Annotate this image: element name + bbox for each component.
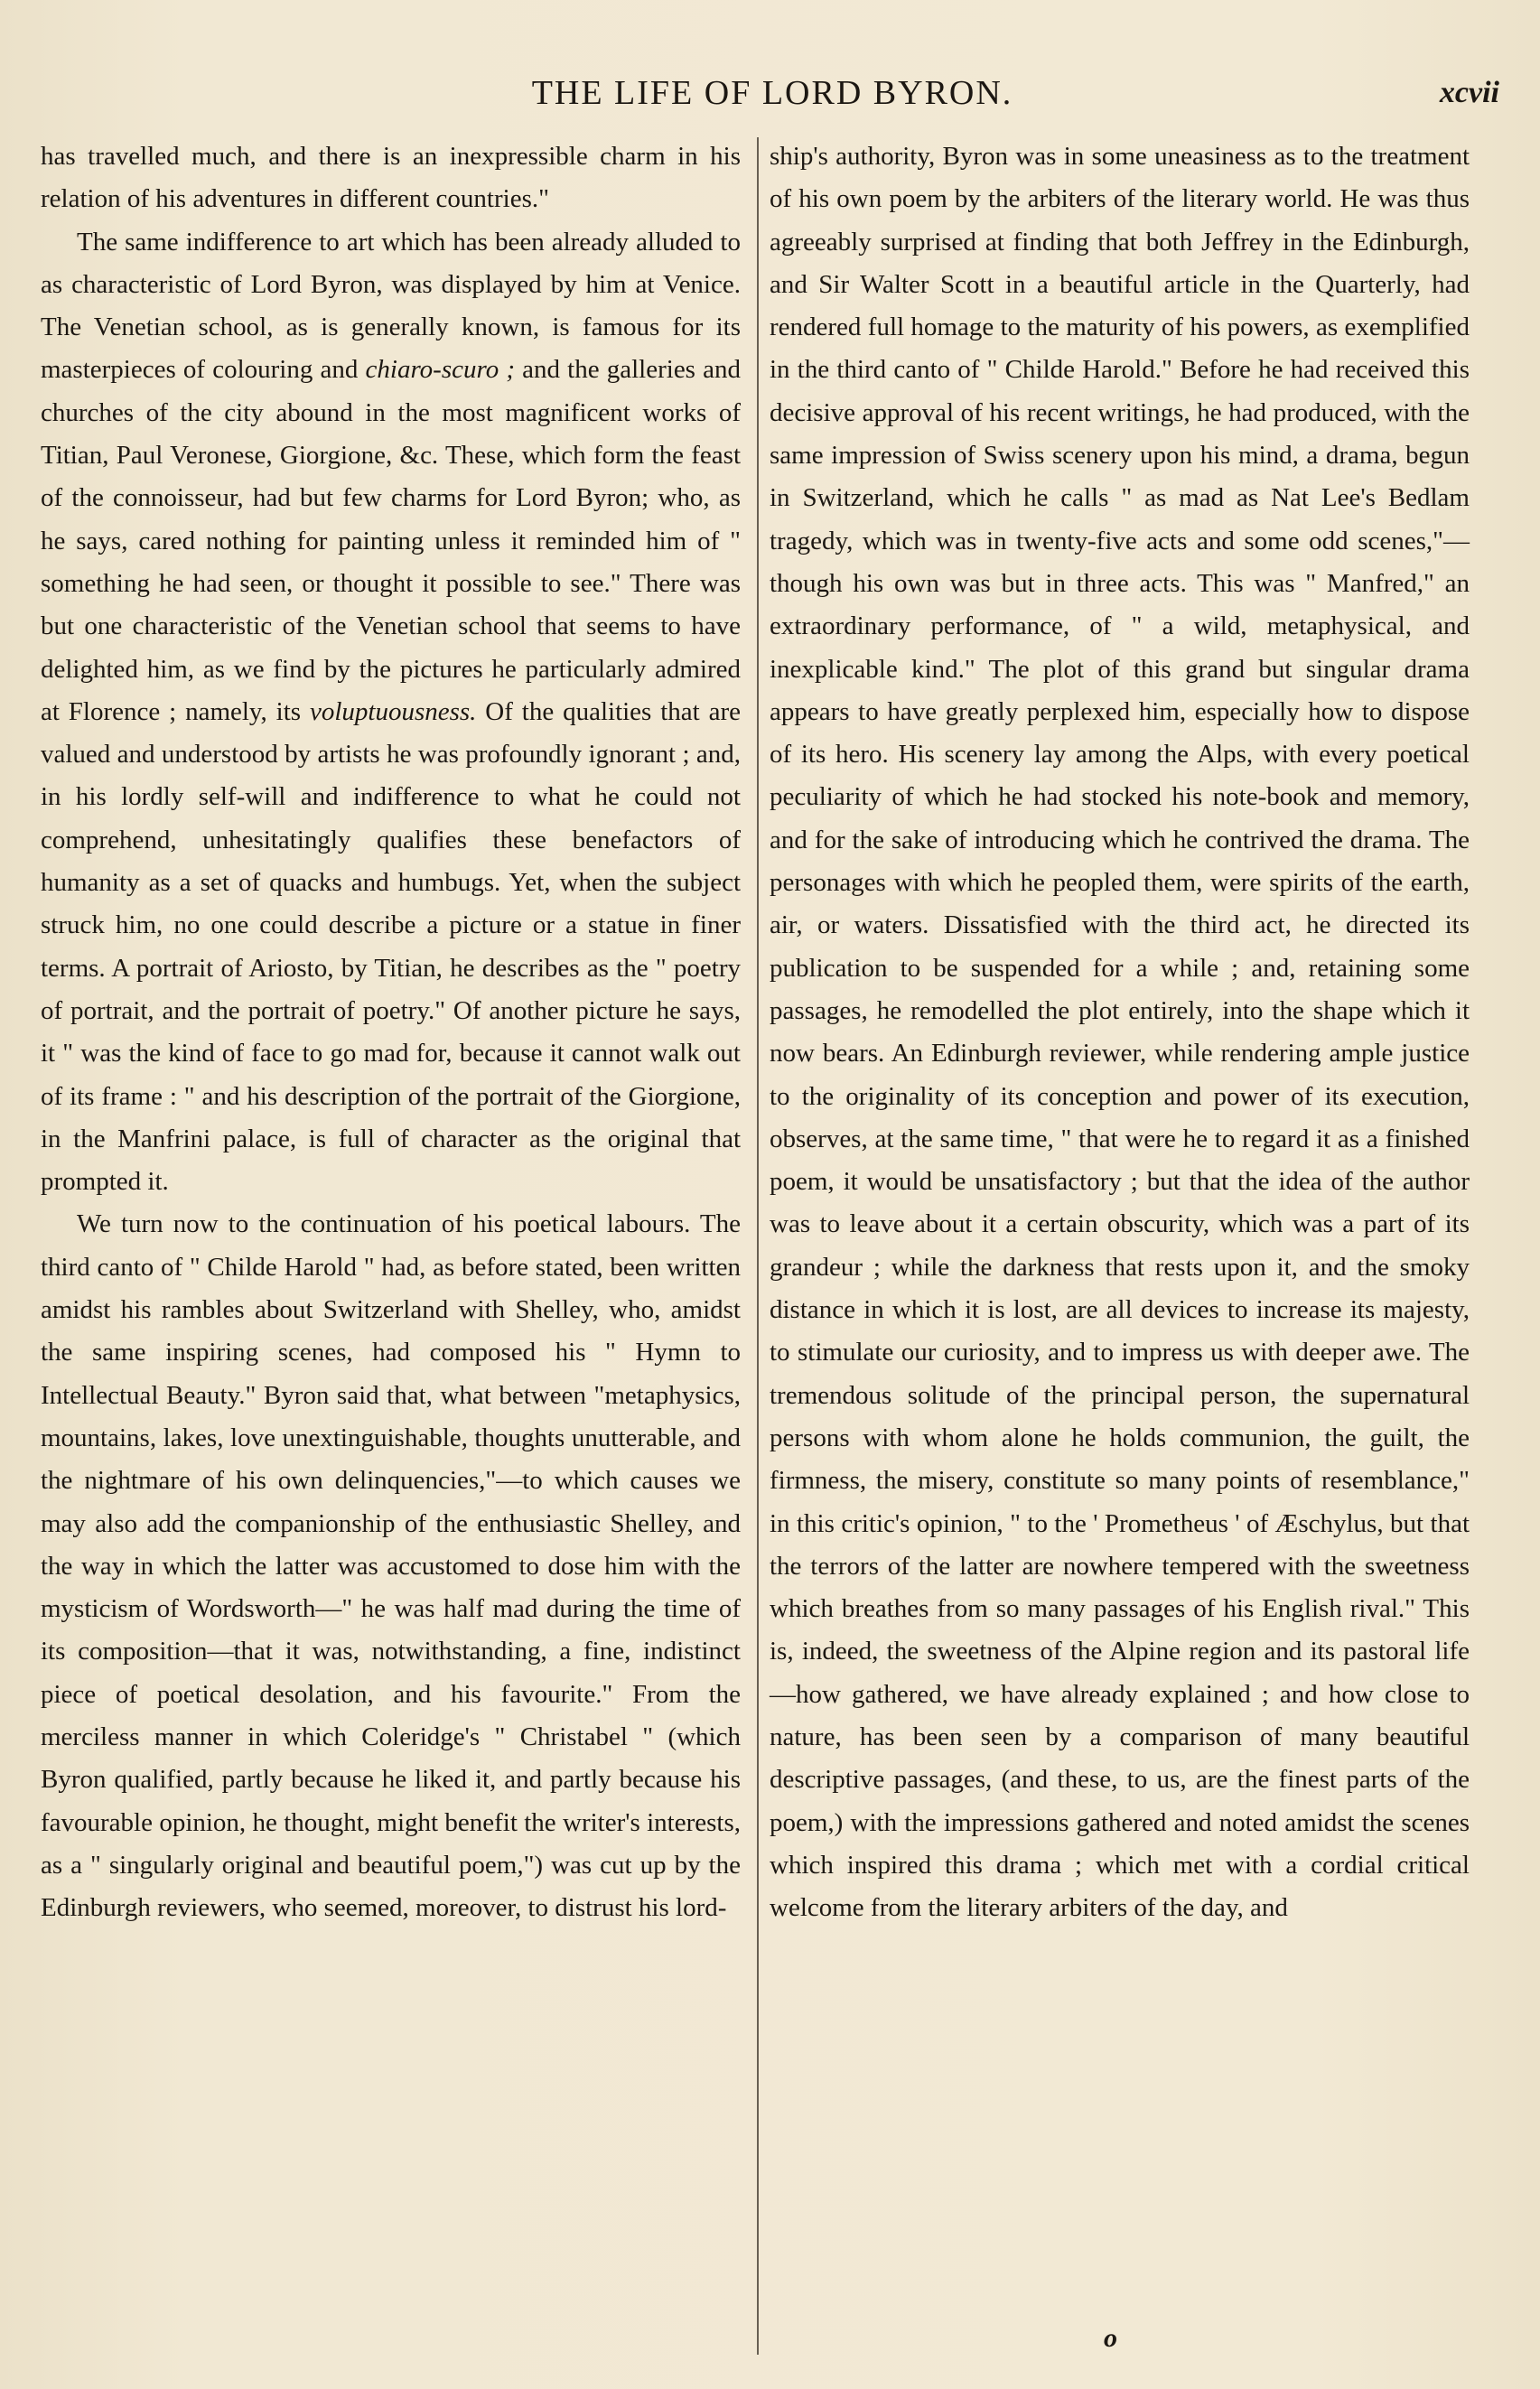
page-number: xcvii <box>1439 76 1499 109</box>
italic-term: chiaro-scuro ; <box>365 355 515 385</box>
paragraph-text: Of the qualities that are valued and understood by artists he was profoundly ignorant ; and, in his lordly self-will and indifference to what he could not comprehend, unhesitatingly qualifies these benefactors of humanity as a set of quacks and humbugs. Yet, when the subject struck him, no one could describe a picture or a statue in finer terms. A portrait of Ariosto, by Titian, he describes as the " poetry of portrait, and the portrait of poetry." Of another picture he says, it " was the kind of face to go mad for, because it cannot walk out of its frame : " and his description of the portrait of the Giorgione, in the Manfrini palace, is full of character as the original that prompted it. <box>41 696 741 1197</box>
paragraph-poetical-labours: We turn now to the continuation of his poetical labours. The third canto of " Childe Harold " had, as before stated, been written amidst his rambles about Switzerland with Shelley, who, amidst the same inspiring scenes, had composed his " Hymn to Intellectual Beauty." Byron said that, what between "metaphysics, mountains, lakes, love unextinguishable, thoughts unutterable, and the nightmare of his own delinquencies,"—to which causes we may also add the companionship of the enthusiastic Shelley, and the way in which the latter was accustomed to dose him with the mysticism of Wordsworth—" he was half mad during the time of its composition—that it was, notwithstanding, a fine, indistinct piece of poetical desolation, and his favourite." From the merciless manner in which Coleridge's " Christabel " (which Byron qualified, partly because he liked it, and partly because his favourable opinion, he thought, might benefit the writer's interests, as a " singularly original and beautiful poem,") was cut up by the Edinburgh reviewers, who seemed, moreover, to distrust his lord- <box>41 1209 741 1923</box>
running-head <box>45 70 1499 125</box>
right-column <box>770 135 1470 1929</box>
page-title: THE LIFE OF LORD BYRON. <box>531 74 1013 112</box>
column-divider <box>757 137 759 2355</box>
italic-term: voluptuousness. <box>309 696 477 726</box>
paragraph-continuation: has travelled much, and there is an inexpressible charm in his relation of his adventures in different countries." <box>41 142 741 214</box>
signature-mark: o <box>1104 2323 1117 2353</box>
paragraph-text: The same indifference to art which has been already alluded to as characteristic of Lord Byron, was displayed by him at Venice. The Venetian school, as is generally known, is famous for its masterpieces of colouring and <box>41 227 741 385</box>
paragraph-text: and the galleries and churches of the city abound in the most magnificent works of Titian, Paul Veronese, Giorgione, &c. These, which form the feast of the connoisseur, had but few charms for Lord Byron; who, as he says, cared nothing for painting unless it reminded him of " something he had seen, or thought it possible to see." There was but one characteristic of the Venetian school that seems to have delighted him, as we find by the pictures he particularly admired at Florence ; namely, its <box>41 355 741 726</box>
paragraph-manfred: ship's authority, Byron was in some uneasiness as to the treatment of his own poem by the arbiters of the literary world. He was thus agreeably surprised at finding that both Jeffrey in the Edinburgh, and Sir Walter Scott in a beautiful article in the Quarterly, had rendered full homage to the maturity of his powers, as exemplified in the third canto of " Childe Harold." Before he had received this decisive approval of his recent writings, he had produced, with the same impression of Swiss scenery upon his mind, a drama, begun in Switzerland, which he calls " as mad as Nat Lee's Bedlam tragedy, which was in twenty-five acts and some odd scenes,"—though his own was but in three acts. This was " Manfred," an extraordinary performance, of " a wild, metaphysical, and inexplicable kind." The plot of this grand but singular drama appears to have greatly perplexed him, especially how to dispose of its hero. His scenery lay among the Alps, with every poetical peculiarity of which he had stocked his note-book and memory, and for the sake of introducing which he contrived the drama. The personages with which he peopled them, were spirits of the earth, air, or waters. Dissatisfied with the third act, he directed its publication to be suspended for a while ; and, retaining some passages, he remodelled the plot entirely, into the shape which it now bears. An Edinburgh reviewer, while rendering ample justice to the originality of its conception and power of its execution, observes, at the same time, " that were he to regard it as a finished poem, it would be unsatisfactory ; but that the idea of the author was to leave about it a certain obscurity, which was a part of its grandeur ; while the darkness that rests upon it, and the smoky distance in which it is lost, are all devices to increase its majesty, to stimulate our curiosity, and to impress us with deeper awe. The tremendous solitude of the principal person, the supernatural persons with whom alone he holds communion, the guilt, the firmness, the misery, constitute so many points of resemblance," in this critic's opinion, " to the ' Prometheus ' of Æschylus, but that the terrors of the latter are nowhere tempered with the sweetness which breathes from so many passages of his English rival." This is, indeed, the sweetness of the Alpine region and its pastoral life—how gathered, we have already explained ; and how close to nature, has been seen by a comparison of many beautiful descriptive passages, (and these, to us, are the finest parts of the poem,) with the impressions gathered and noted amidst the scenes which inspired this drama ; which met with a cordial critical welcome from the literary arbiters of the day, and <box>770 142 1470 1923</box>
paragraph-venetian-art <box>41 221 741 1204</box>
left-column <box>41 135 741 1929</box>
